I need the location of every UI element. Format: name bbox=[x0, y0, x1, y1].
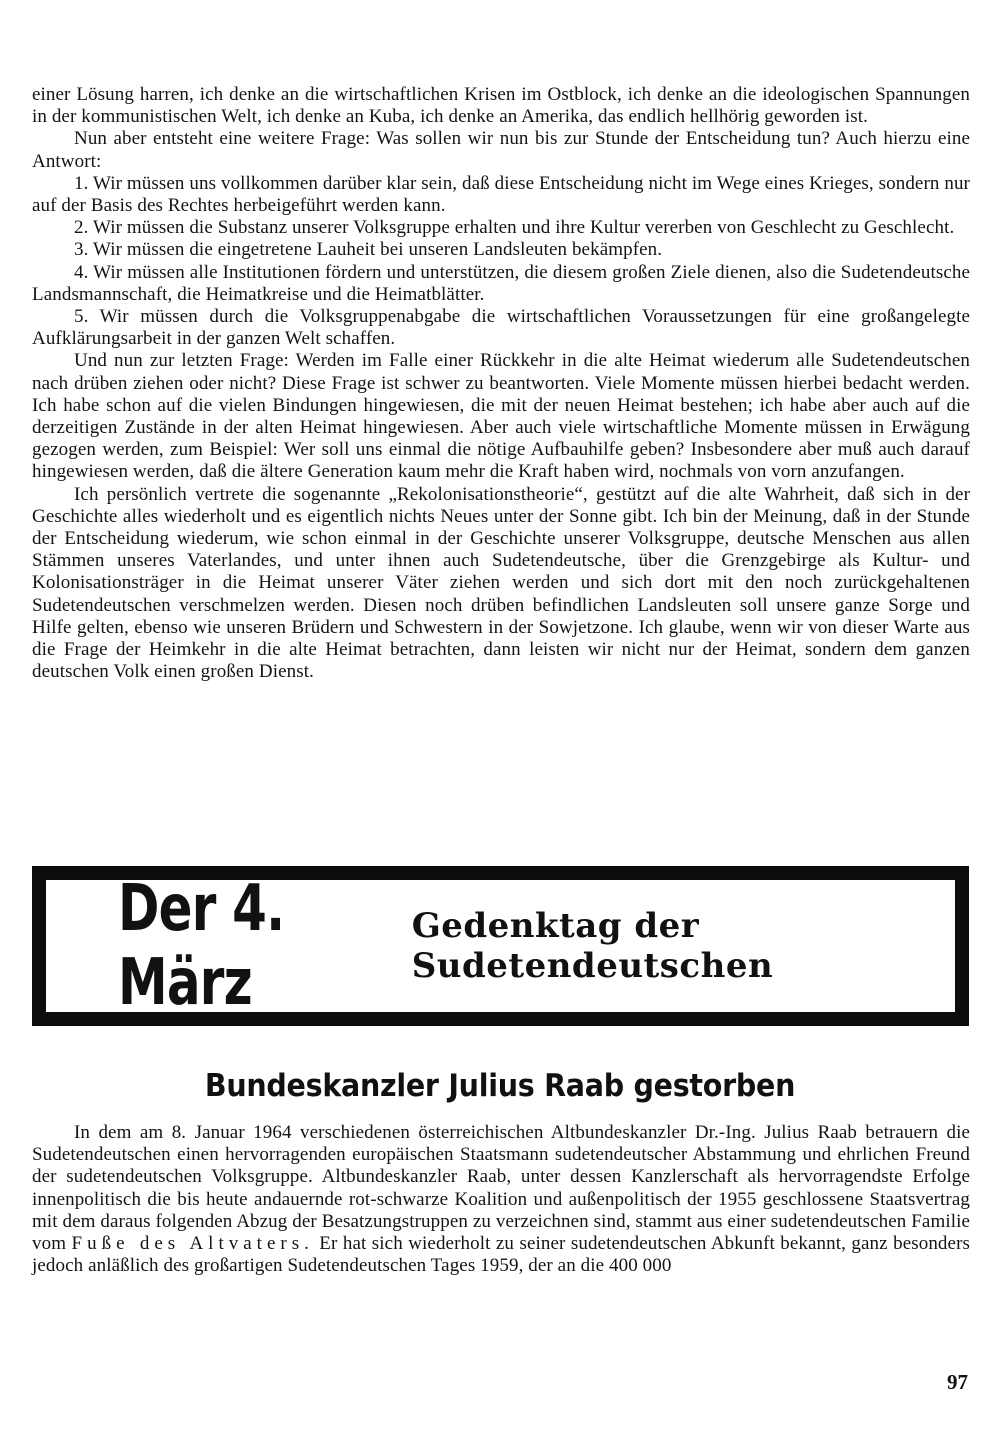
paragraph-question-what-to-do: Nun aber entsteht eine weitere Frage: Was sollen wir nun bis zur Stunde der Entscheidung tun? Auch hierzu eine Antwort: bbox=[32, 128, 970, 172]
main-text-column bbox=[32, 84, 970, 683]
article-title: Bundeskanzler Julius Raab gestorben bbox=[204, 1068, 796, 1104]
banner-inner-frame bbox=[46, 872, 955, 1020]
list-item-3: 3. Wir müssen die eingetretene Lauheit bei unseren Landsleuten bekämpfen. bbox=[74, 239, 663, 261]
list-item-1: 1. Wir müssen uns vollkommen darüber klar sein, daß diese Entscheidung nicht im Wege eines Krieges, sondern nur auf der Basis des Rechtes herbeigeführt werden kann. bbox=[32, 172, 970, 217]
article-paragraph bbox=[32, 1122, 970, 1277]
article-text-after: Er hat sich wiederholt zu seiner sudetendeutschen Abkunft bekannt, ganz besonders jedoch anläßlich des großartigen Sudetendeutschen Tages 1959, der an die 400 000 bbox=[32, 1233, 970, 1277]
commemoration-banner bbox=[32, 866, 969, 1026]
list-item-5: 5. Wir müssen durch die Volksgruppenabgabe die wirtschaftlichen Voraussetzungen für eine großangelegte Aufklärungsarbeit in der ganzen Welt schaffen. bbox=[32, 306, 970, 350]
list-item-4: 4. Wir müssen alle Institutionen fördern und unterstützen, die diesem großen Ziele dienen, also die Sudetendeutsche Landsmannschaft, die Heimatkreise und die Heimatblätter. bbox=[32, 261, 970, 305]
paragraph-last-question: Und nun zur letzten Frage: Werden im Falle einer Rückkehr in die alte Heimat wiederum alle Sudetendeutschen nach drüben ziehen oder nicht? Diese Frage ist schwer zu beantworten. Viele Momente müssen hierbei bedacht werden. Ich habe schon auf die vielen Bindungen hingewiesen, die mit der neuen Heimat bestehen; ich habe aber auch auf die derzeitigen Zustände in der alten Heimat hingewiesen. Aber auch viele wirtschaftliche Momente müssen in Erwägung gezogen werden, zum Beispiel: Wer soll uns einmal die nötige Aufbauhilfe geben? Insbesondere aber muß auch darauf hingewiesen werden, daß die ältere Generation kaum mehr die Kraft haben wird, nochmals von vorn anzufangen. bbox=[32, 350, 970, 483]
paragraph-rekolonisation: Ich persönlich vertrete die sogenannte „Rekolonisationstheorie“, gestützt auf die alte Wahrheit, daß sich in der Geschichte alles wiederholt und es eigentlich nichts Neues unter der Sonne gibt. Ich bin der Meinung, daß in der Stunde der Entscheidung wiederum, wie schon einmal in der Geschichte unserer Volksgruppe, deutsche Menschen aus allen Stämmen unseres Vaterlandes, und unter ihnen auch Sudetendeutsche, über die Grenzgebirge als Kultur- und Kolonisationsträger in die Heimat unserer Väter ziehen werden und sich dort mit den noch zurückgehaltenen Sudetendeutschen verschmelzen werden. Diesen noch drüben befindlichen Landsleuten soll unsere ganze Sorge und Hilfe gelten, ebenso wie unseren Brüdern und Schwestern in der Sowjetzone. Ich glaube, wenn wir von dieser Warte aus die Frage der Heimkehr in die alte Heimat betrachten, dann leisten wir nicht nur der Heimat, sondern dem ganzen deutschen Volk einen großen Dienst. bbox=[32, 483, 970, 683]
banner-headline: Der 4. März bbox=[118, 872, 285, 1020]
page-number: 97 bbox=[947, 1370, 968, 1394]
banner-subheadline: Gedenktag der Sudetendeutschen bbox=[411, 906, 774, 986]
list-item-2: 2. Wir müssen die Substanz unserer Volksgruppe erhalten und ihre Kultur vererben von Geschlecht zu Geschlecht. bbox=[74, 217, 955, 239]
paragraph-crises: einer Lösung harren, ich denke an die wirtschaftlichen Krisen im Ostblock, ich denke an die ideologischen Spannungen in der kommunistischen Welt, ich denke an Kuba, ich denke an Amerika, das endlich hellhörig geworden ist. bbox=[32, 84, 970, 128]
article-text-before: In dem am 8. Januar 1964 verschiedenen österreichischen Altbundeskanzler Dr.-Ing. Julius Raab betrauern die Sudetendeutschen einen hervorragenden europäischen Staatsmann sudetendeutscher Abstammung und ehrlichen Freund der sudetendeutschen Volksgruppe. Altbundeskanzler Raab, unter dessen Kanzlerschaft als hervorragendste Erfolge innenpolitisch die bis heute andauernde rot-schwarze Koalition und außenpolitisch der 1955 geschlossene Staatsvertrag mit dem daraus folgenden Abzug der Besatzungstruppen zu verzeichnen sind, stammt aus einer sudetendeutschen Familie vom bbox=[32, 1122, 970, 1255]
article-body bbox=[32, 1122, 970, 1277]
article-text-spaced: Fuße des Altvaters. bbox=[71, 1233, 314, 1255]
